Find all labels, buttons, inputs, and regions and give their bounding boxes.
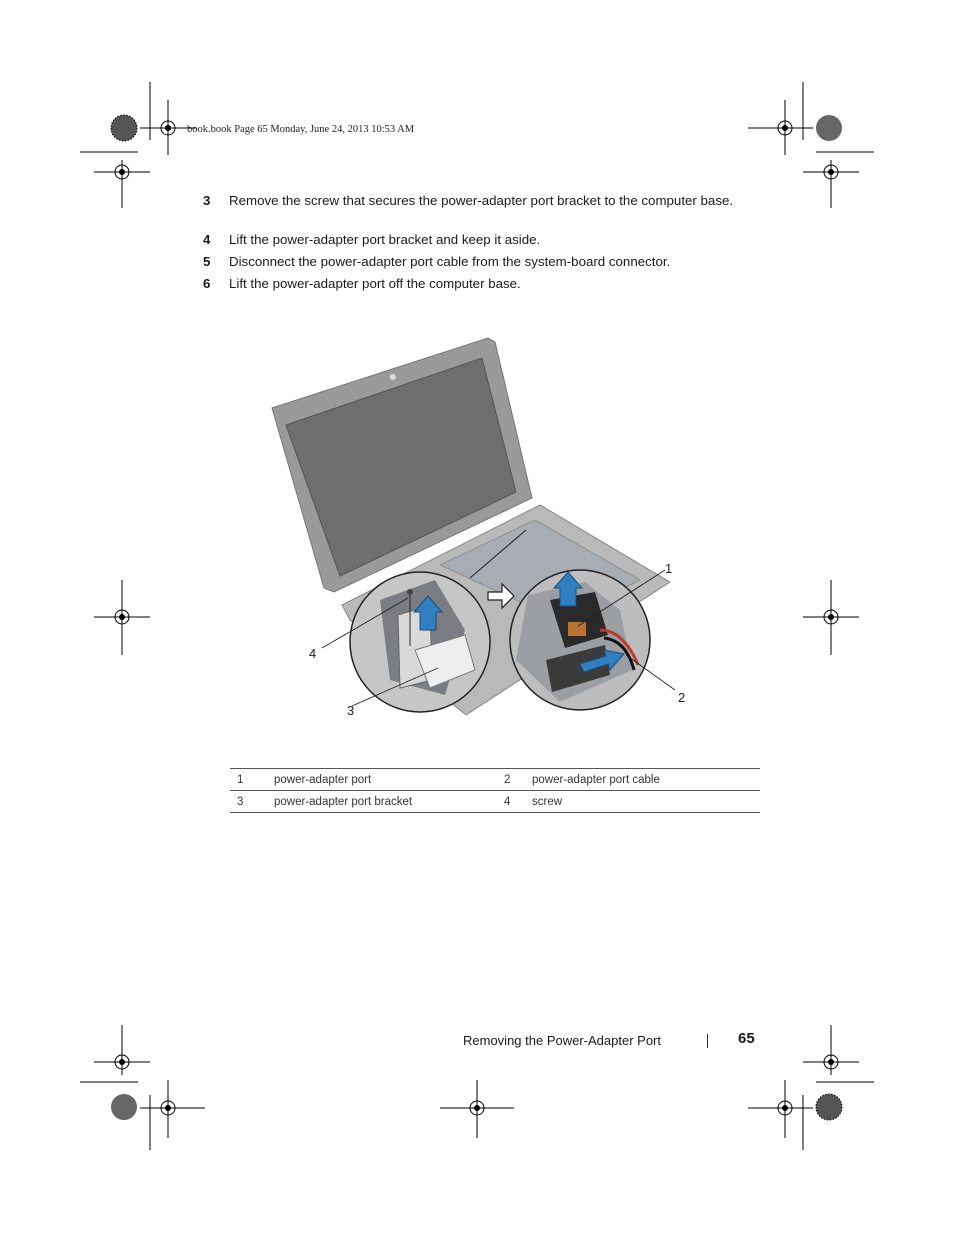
legend-label: power-adapter port [274,773,372,786]
callout-1: 1 [665,561,673,576]
webcam-icon [390,374,396,380]
step-text: Lift the power-adapter port off the computer base. [229,276,521,291]
legend-number: 1 [237,773,244,786]
legend-number: 3 [237,795,244,808]
figure-legend-table [230,768,760,813]
legend-label: power-adapter port bracket [274,795,413,808]
callout-2: 2 [678,690,686,705]
callout-4: 4 [309,646,317,661]
legend-number: 4 [504,795,511,808]
step-number: 3 [203,193,211,208]
step-text: Disconnect the power-adapter port cable from the system-board connector. [229,254,671,269]
step-number: 6 [203,276,211,291]
table-row [230,791,760,813]
legend-label: power-adapter port cable [532,773,660,786]
laptop-illustration [260,330,700,730]
table-row [230,769,760,791]
step-text: Remove the screw that secures the power-adapter port bracket to the computer base. [229,193,734,208]
screw-icon [407,589,413,595]
step-number: 4 [203,232,211,247]
print-header-stamp: book.book Page 65 Monday, June 24, 2013 10:53 AM [187,124,415,135]
legend-label: screw [532,795,563,808]
step-number: 5 [203,254,211,269]
callout-3: 3 [347,703,355,718]
footer-section-title: Removing the Power-Adapter Port [463,1033,661,1048]
legend-number: 2 [504,773,511,786]
footer-divider [707,1034,708,1048]
page-number: 65 [738,1030,755,1047]
step-text: Lift the power-adapter port bracket and keep it aside. [229,232,541,247]
